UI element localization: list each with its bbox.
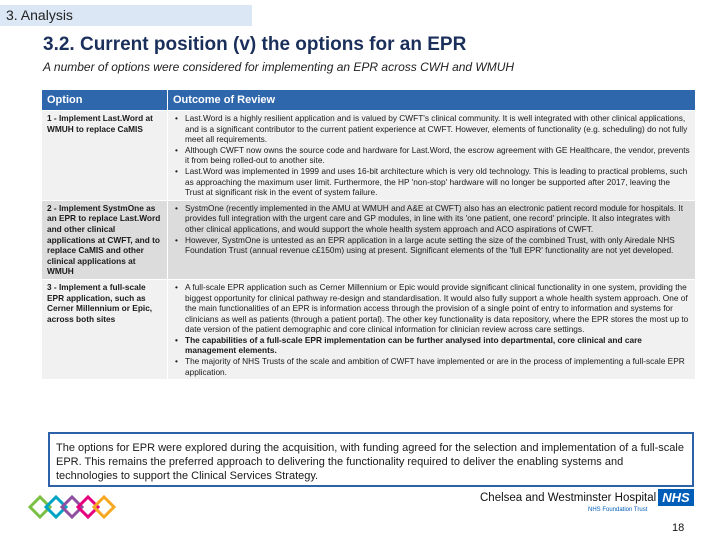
outcome-cell: [168, 111, 696, 201]
page-subtitle: A number of options were considered for implementing an EPR across CWH and WMUH: [43, 60, 515, 74]
list-item: • Last.Word is a highly resilient application and is valued by CWFT's clinical community. It is well integrated with other clinical applications, and is a significant contributor to the current patient experience at CWFT. However, elements of functionality (e.g. scheduling) do not fully meet all requirements.: [185, 113, 690, 145]
header-option: Option: [42, 90, 168, 111]
hospital-name: Chelsea and Westminster Hospital: [480, 492, 657, 504]
option-cell: 3 - Implement a full-scale EPR application, such as Cerner Millennium or Epic, across both sites: [42, 279, 168, 379]
nhs-logo: NHS: [658, 489, 694, 506]
table-row: [42, 111, 696, 201]
list-item: • A full-scale EPR application such as Cerner Millennium or Epic would provide significant clinical functionality in one system, providing the biggest opportunity for clinical pathway re-design and standardisation. It would also fully support a whole health system approach. One of the main functionalities of an EPR is information access through the provision of a single point of entry to information and systems for clinicians as well as patients (through a patient portal). The other key functionality is data repository, where the EPR stores the most up to date version of the patient demographic and core clinical information for clinician review across care settings.: [185, 282, 690, 335]
outcome-cell: [168, 279, 696, 379]
section-label: 3. Analysis: [0, 5, 252, 26]
option-cell: 1 - Implement Last.Word at WMUH to replace CaMIS: [42, 111, 168, 201]
header-outcome: Outcome of Review: [168, 90, 696, 111]
table-header-row: [42, 90, 696, 111]
page-number: 18: [672, 522, 685, 534]
trust-logo-diamonds-icon: [28, 487, 118, 527]
list-item: • The majority of NHS Trusts of the scale and ambition of CWFT have implemented or are in the process of implementing a full-scale EPR application.: [185, 356, 690, 377]
outcome-list: [173, 282, 690, 377]
summary-callout: The options for EPR were explored during the acquisition, with funding agreed for the selection and implementation of a full-scale EPR. This remains the preferred approach to delivering the functionality required to deliver the enabling systems and technologies to support the Clinical Services Strategy.: [48, 432, 694, 487]
list-item: • SystmOne (recently implemented in the AMU at WMUH and A&E at CWFT) also has an electronic patient record module for hospitals. It provides full integration with the urgent care and GP modules, in line with its 'one patient, one record' principle. It also integrates with other clinical applications, and would support the whole health system approach and ACO aspirations of CWFT.: [185, 203, 690, 235]
options-review-table: [41, 89, 696, 380]
page-title: 3.2. Current position (v) the options for an EPR: [43, 34, 467, 55]
trust-name: NHS Foundation Trust: [588, 507, 648, 513]
list-item: • Last.Word was implemented in 1999 and uses 16-bit architecture which is very old technology. This is leading to practical problems, such as approaching the maximum user limit. Furthermore, the HP 'non-stop' hardware will no longer be supported after 2017, leaving the Trust at significant risk in the event of system failure.: [185, 166, 690, 198]
option-cell: 2 - Implement SystmOne as an EPR to replace Last.Word and other clinical applications at CWFT, and to replace CaMIS and other clinical applications at WMUH: [42, 200, 168, 279]
list-item: • The capabilities of a full-scale EPR implementation can be further analysed into departmental, core clinical and care management elements.: [185, 335, 690, 356]
outcome-cell: [168, 200, 696, 279]
table-row: [42, 279, 696, 379]
list-item: • However, SystmOne is untested as an EPR application in a large acute setting the size of the combined Trust, with only Airedale NHS Foundation Trust (annual revenue c£150m) using at present. Significant elements of the 'full EPR' functionality are not yet developed.: [185, 235, 690, 256]
list-item: • Although CWFT now owns the source code and hardware for Last.Word, the escrow agreement with GE Healthcare, the vendor, prevents it from being rolled-out to another site.: [185, 145, 690, 166]
outcome-list: [173, 113, 690, 198]
outcome-list: [173, 203, 690, 256]
table-row: [42, 200, 696, 279]
